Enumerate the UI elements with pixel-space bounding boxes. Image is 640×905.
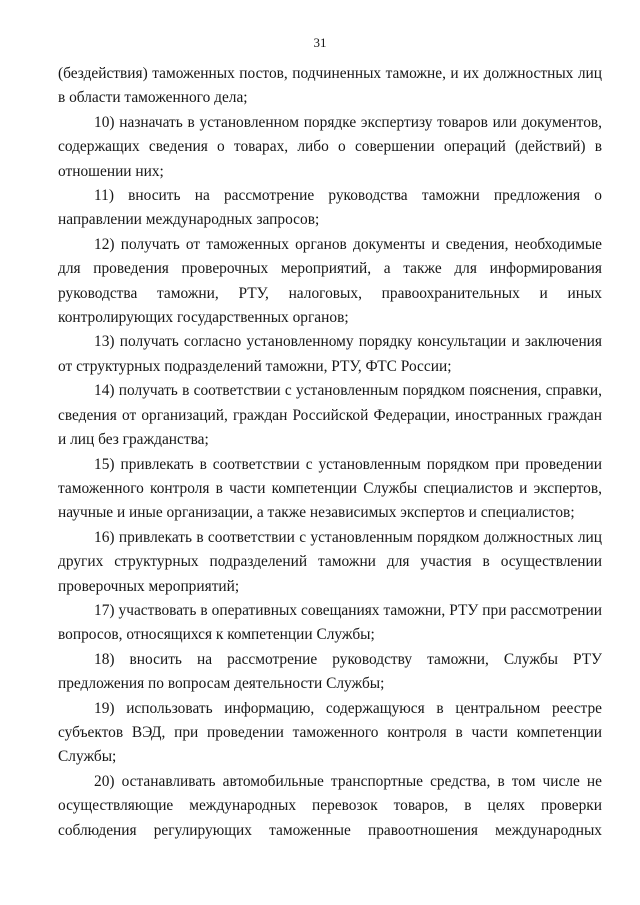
list-item-14: 14) получать в соответствии с установленным порядком пояснения, справки, сведения от организаций, граждан Российской Федерации, иностранных граждан и лиц без гражданства; [58,382,602,449]
list-item-16: 16) привлекать в соответствии с установленным порядком должностных лиц других структурных подразделений таможни для участия в осуществлении проверочных мероприятий; [58,528,602,595]
list-item-13: 13) получать согласно установленному порядку консультации и заключения от структурных подразделений таможни, РТУ, ФТС России; [58,333,602,375]
list-item-20: 20) останавливать автомобильные транспортные средства, в том числе не осуществляющие международных перевозок товаров, в целях проверки соблюдения регулирующих таможенные правоотношения международных [58,772,602,839]
list-item-12: 12) получать от таможенных органов документы и сведения, необходимые для проведения проверочных мероприятий, а также для информирования руководства таможни, РТУ, налоговых, правоохранительных и иных контролирующих государственных органов; [58,235,602,327]
list-item-15: 15) привлекать в соответствии с установленным порядком при проведении таможенного контроля в части компетенции Службы специалистов и экспертов, научные и иные организации, а также независимых экспертов и специалистов; [58,455,602,522]
list-item-19: 19) использовать информацию, содержащуюся в центральном реестре субъектов ВЭД, при проведении таможенного контроля в части компетенции Службы; [58,699,602,766]
list-item-18: 18) вносить на рассмотрение руководству таможни, Службы РТУ предложения по вопросам деятельности Службы; [58,650,602,693]
document-body [58,62,602,843]
list-item-11: 11) вносить на рассмотрение руководства таможни предложения о направлении международных запросов; [58,187,602,229]
paragraph-continuation: (бездействия) таможенных постов, подчиненных таможне, и их должностных лиц в области таможенного дела; [58,65,602,107]
page-number: 31 [313,35,327,50]
list-item-10: 10) назначать в установленном порядке экспертизу товаров или документов, содержащих сведения о товарах, либо о совершении операций (действий) в отношении них; [58,113,602,180]
list-item-17: 17) участвовать в оперативных совещаниях таможни, РТУ при рассмотрении вопросов, относящихся к компетенции Службы; [58,601,602,644]
